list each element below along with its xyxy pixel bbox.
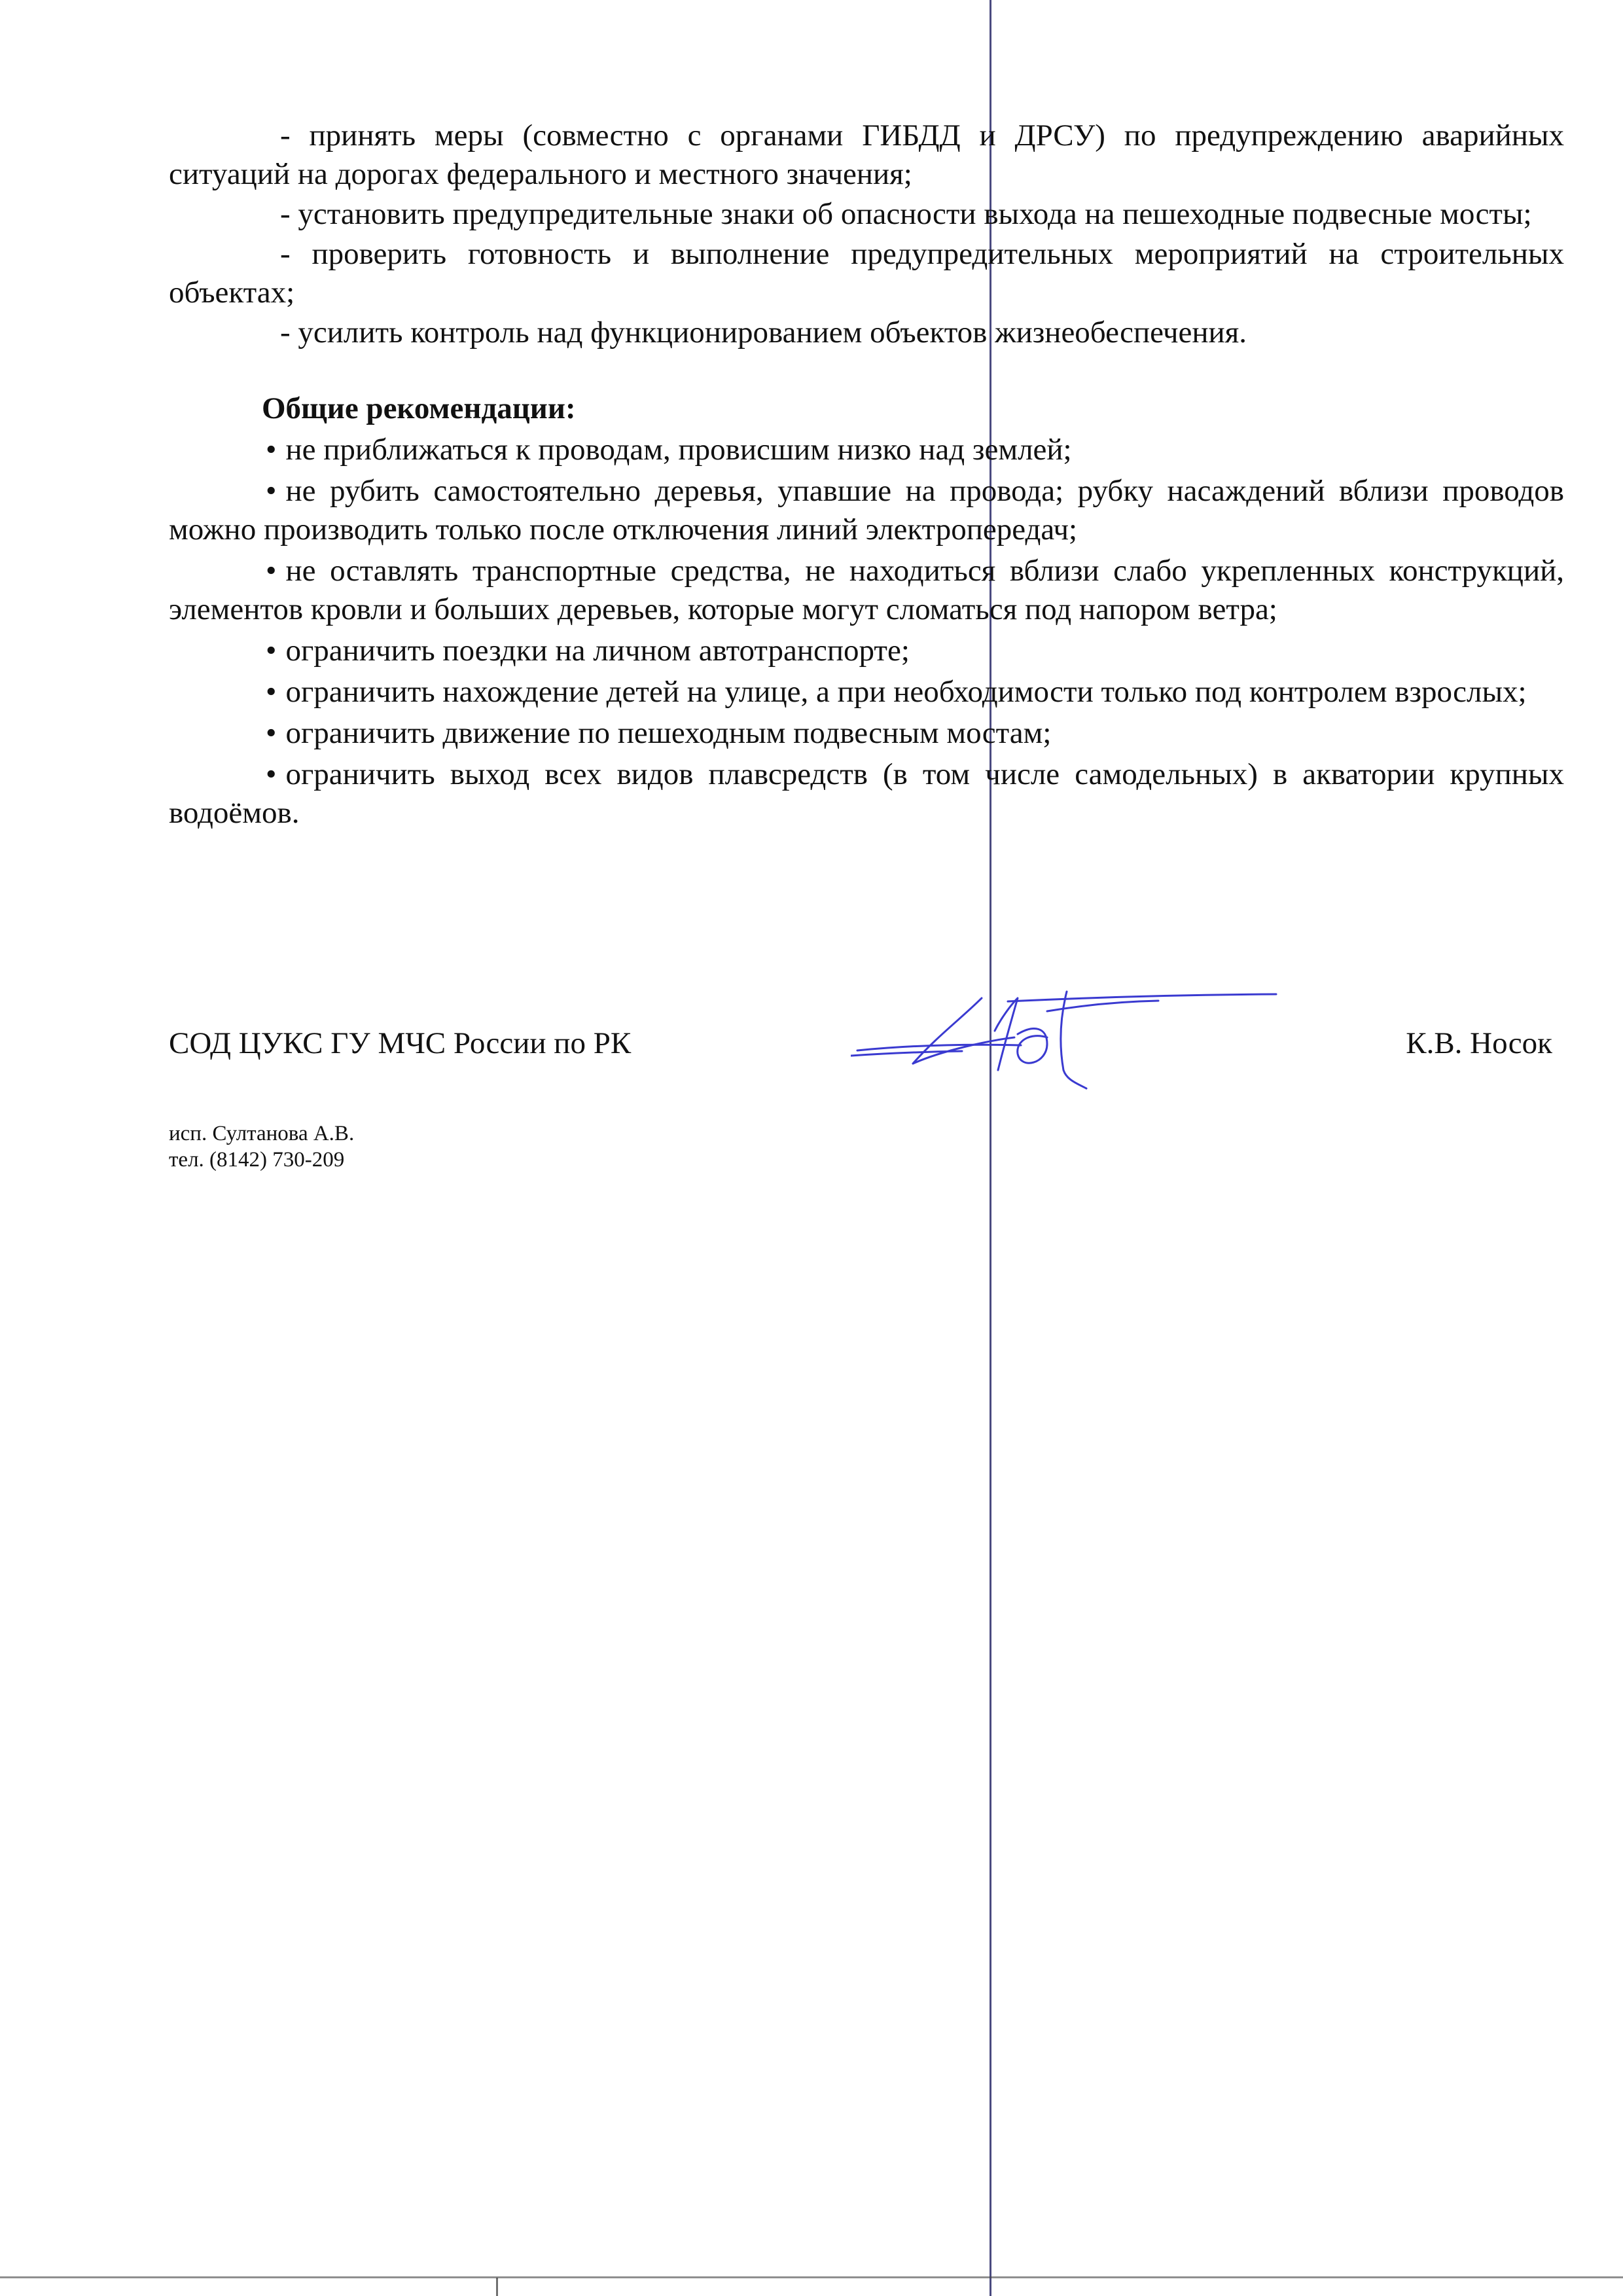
recommendation-text: не рубить самостоятельно деревья, упавшие на провода; рубку насаждений вблизи проводов можно производить только после отключения линий электропередач; [169,474,1564,547]
scan-bottom-tick [496,2278,498,2296]
signatory-organization: СОД ЦУКС ГУ МЧС России по РК [169,1026,632,1060]
executor-name: исп. Султанова А.В. [169,1122,355,1145]
bullet-icon: • [266,554,277,588]
signatory-name: К.В. Носок [1406,1026,1552,1060]
recommendations-heading: Общие рекомендации: [262,391,576,425]
instruction-paragraph-3: - проверить готовность и выполнение предупредительных мероприятий на строительных объектах; [169,237,1564,310]
bullet-icon: • [266,433,277,467]
bullet-icon: • [266,716,277,750]
handwritten-signature [851,972,1283,1090]
recommendation-item [169,673,1564,711]
instruction-paragraph-4: - усилить контроль над функционированием объектов жизнеобеспечения. [280,315,1247,350]
recommendation-item [169,755,1564,833]
scan-bottom-edge [0,2276,1623,2278]
recommendation-text: не приближаться к проводам, провисшим низко над землей; [285,433,1072,467]
recommendation-item [169,431,1564,469]
bullet-icon: • [266,675,277,709]
instruction-paragraph-1: - принять меры (совместно с органами ГИБДД и ДРСУ) по предупреждению аварийных ситуаций на дорогах федерального и местного значения; [169,118,1564,191]
recommendation-item [169,472,1564,549]
bullet-icon: • [266,634,277,668]
recommendation-text: ограничить движение по пешеходным подвесным мостам; [285,716,1052,750]
executor-info [169,1121,354,1173]
recommendation-item [169,632,1564,670]
instruction-paragraph-2: - установить предупредительные знаки об опасности выхода на пешеходные подвесные мосты; [280,197,1532,231]
document-body [169,117,1564,835]
executor-phone: тел. (8142) 730-209 [169,1148,345,1172]
recommendation-text: ограничить нахождение детей на улице, а при необходимости только под контролем взрослых; [285,675,1527,709]
recommendation-text: ограничить выход всех видов плавсредств (в том числе самодельных) в акватории крупных водоёмов. [169,757,1564,830]
bullet-icon: • [266,474,277,508]
recommendation-text: не оставлять транспортные средства, не находиться вблизи слабо укрепленных конструкций, элементов кровли и больших деревьев, которые могут сломаться под напором ветра; [169,554,1564,626]
recommendation-item [169,714,1564,753]
recommendation-item [169,552,1564,629]
bullet-icon: • [266,757,277,791]
recommendation-text: ограничить поездки на личном автотранспорте; [285,634,910,668]
